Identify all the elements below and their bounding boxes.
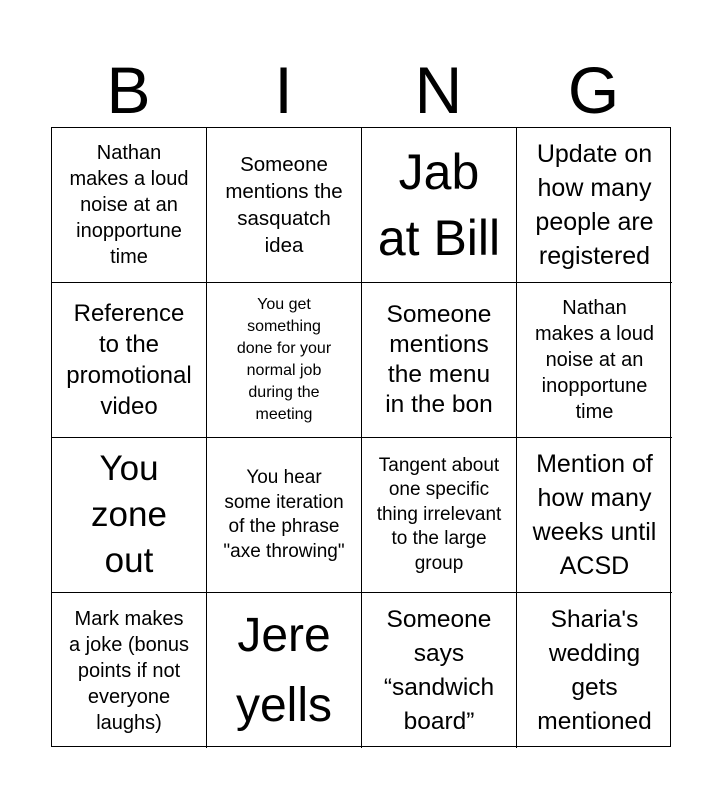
cell-label: Jab at Bill — [377, 144, 501, 266]
cell-label: Someone mentions the menu in the bon — [385, 301, 493, 418]
cell-label: You hear some iteration of the phrase "axe throwing" — [223, 467, 345, 562]
bingo-cell-r4-c2[interactable] — [207, 593, 362, 748]
header-letter-g: G — [567, 53, 620, 127]
bingo-cell-r4-c4[interactable] — [517, 593, 672, 748]
bingo-cell-r1-c1[interactable] — [52, 128, 207, 283]
cell-label: You get something done for your normal job during the meeting — [236, 296, 332, 423]
bingo-cell-r3-c2[interactable] — [207, 438, 362, 593]
cell-label: Mention of how many weeks until ACSD — [532, 450, 657, 580]
bingo-cell-r1-c3[interactable] — [362, 128, 517, 283]
bingo-cell-r1-c2[interactable] — [207, 128, 362, 283]
cell-label: You zone out — [91, 449, 167, 580]
header-letter-i: I — [274, 53, 293, 127]
bingo-cell-r4-c3[interactable] — [362, 593, 517, 748]
cell-label: Jere yells — [235, 608, 333, 732]
cell-label: Someone says “sandwich board” — [383, 605, 495, 735]
cell-label: Mark makes a joke (bonus points if not everyone laughs) — [68, 607, 190, 734]
bingo-cell-r1-c4[interactable] — [517, 128, 672, 283]
bingo-header — [51, 52, 671, 128]
cell-label: Nathan makes a loud noise at an inopportune time — [69, 142, 189, 268]
bingo-board — [51, 127, 671, 747]
cell-label: Tangent about one specific thing irrelevant to the large group — [376, 454, 502, 574]
cell-label: Someone mentions the sasquatch idea — [225, 153, 343, 257]
cell-label: Nathan makes a loud noise at an inopportune time — [535, 297, 654, 423]
cell-label: Reference to the promotional video — [66, 300, 192, 420]
bingo-cell-r3-c3[interactable] — [362, 438, 517, 593]
bingo-cell-r4-c1[interactable] — [52, 593, 207, 748]
header-letter-b: B — [106, 53, 151, 127]
cell-label: Sharia's wedding gets mentioned — [537, 605, 652, 735]
bingo-cell-r2-c1[interactable] — [52, 283, 207, 438]
bingo-cell-r2-c3[interactable] — [362, 283, 517, 438]
bingo-cell-r2-c2[interactable] — [207, 283, 362, 438]
bingo-cell-r3-c1[interactable] — [52, 438, 207, 593]
header-letter-n: N — [414, 53, 463, 127]
bingo-cell-r2-c4[interactable] — [517, 283, 672, 438]
cell-label: Update on how many people are registered — [535, 140, 654, 270]
bingo-cell-r3-c4[interactable] — [517, 438, 672, 593]
